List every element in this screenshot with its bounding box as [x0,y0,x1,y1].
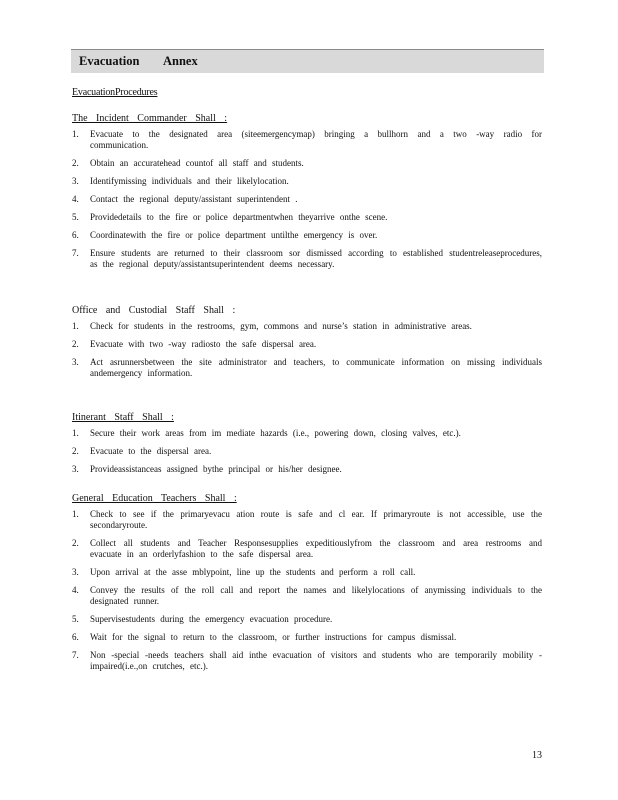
item-text: Wait for the signal to return to the classroom, or further instructions for campus dismissal. [90,632,457,642]
item-number: 7. [72,650,79,660]
item-text: Check for students in the restrooms, gym, commons and nurse’s station in administrative areas. [90,321,472,331]
item-number: 1. [72,509,79,519]
list-item [72,248,542,270]
general-education-teachers-list [72,509,542,672]
section-office-custodial [72,305,542,386]
item-text: Evacuate to the designated area (siteemergencymap) bringing a bullhorn and a two -way radio for communication. [90,129,542,150]
item-number: 5. [72,614,79,624]
item-text: Collect all students and Teacher Responsesupplies expeditiouslyfrom the classroom and area restrooms and evacuate in an orderlyfashion to the safe dispersal area. [90,538,542,559]
list-item [72,230,542,241]
list-item [72,446,542,457]
section-heading: Itinerant Staff Shall : [72,412,174,423]
item-number: 2. [72,158,79,168]
item-number: 7. [72,248,79,258]
item-number: 5. [72,212,79,222]
annex-header-bar [71,49,544,73]
item-text: Provideassistanceas assigned bythe principal or his/her designee. [90,464,342,474]
item-text: Obtain an accuratehead countof all staff and students. [90,158,304,168]
item-text: Upon arrival at the asse mblypoint, line up the students and perform a roll call. [90,567,416,577]
item-text: Contact the regional deputy/assistant superintendent . [90,194,298,204]
list-item [72,176,542,187]
list-item [72,650,542,672]
itinerant-staff-list [72,428,542,475]
list-item [72,357,542,379]
section-heading: General Education Teachers Shall : [72,493,237,504]
item-text: Supervisestudents during the emergency evacuation procedure. [90,614,333,624]
section-incident-commander [72,113,542,277]
item-number: 3. [72,567,79,577]
item-text: Evacuate with two -way radiosto the safe dispersal area. [90,339,317,349]
item-text: Act asrunnersbetween the site administrator and teachers, to communicate information on missing individuals andemergency information. [90,357,542,378]
list-item [72,212,542,223]
list-item [72,428,542,439]
section-heading: The Incident Commander Shall : [72,113,228,124]
item-number: 1. [72,321,79,331]
procedures-title: EvacuationProcedures [72,87,158,98]
section-heading: Office and Custodial Staff Shall : [72,305,236,316]
item-number: 6. [72,230,79,240]
item-number: 3. [72,357,79,367]
incident-commander-list [72,129,542,270]
list-item [72,339,542,350]
list-item [72,158,542,169]
list-item [72,585,542,607]
section-itinerant-staff [72,412,542,482]
item-text: Providedetails to the fire or police departmentwhen theyarrive onthe scene. [90,212,388,222]
item-number: 6. [72,632,79,642]
item-number: 1. [72,129,79,139]
item-text: Evacuate to the dispersal area. [90,446,212,456]
item-number: 3. [72,464,79,474]
list-item [72,129,542,151]
item-number: 1. [72,428,79,438]
item-text: Secure their work areas from im mediate hazards (i.e., powering down, closing valves, etc.). [90,428,461,438]
section-general-education-teachers [72,493,542,679]
item-number: 4. [72,194,79,204]
item-text: Coordinatewith the fire or police department untilthe emergency is over. [90,230,378,240]
item-number: 2. [72,446,79,456]
office-custodial-list [72,321,542,379]
list-item [72,321,542,332]
item-text: Ensure students are returned to their classroom sor dismissed according to established studentreleaseprocedures, as the regional deputy/assistantsuperintendent deems necessary. [90,248,542,269]
list-item [72,464,542,475]
list-item [72,538,542,560]
list-item [72,632,542,643]
item-text: Non -special -needs teachers shall aid inthe evacuation of visitors and students who are temporarily mobility -impaired(i.e.,on crutches, etc.). [90,650,542,671]
item-text: Identifymissing individuals and their likelylocation. [90,176,289,186]
item-text: Convey the results of the roll call and report the names and likelylocations of anymissing individuals to the designated runner. [90,585,542,606]
item-number: 4. [72,585,79,595]
list-item [72,567,542,578]
page-number: 13 [532,750,542,761]
list-item [72,509,542,531]
item-number: 3. [72,176,79,186]
item-number: 2. [72,538,79,548]
item-text: Check to see if the primaryevacu ation route is safe and cl ear. If primaryroute is not accessible, use the secondaryroute. [90,509,542,530]
list-item [72,614,542,625]
header-title: Evacuation [79,54,140,68]
list-item [72,194,542,205]
item-number: 2. [72,339,79,349]
header-annex-label: Annex [163,54,198,68]
